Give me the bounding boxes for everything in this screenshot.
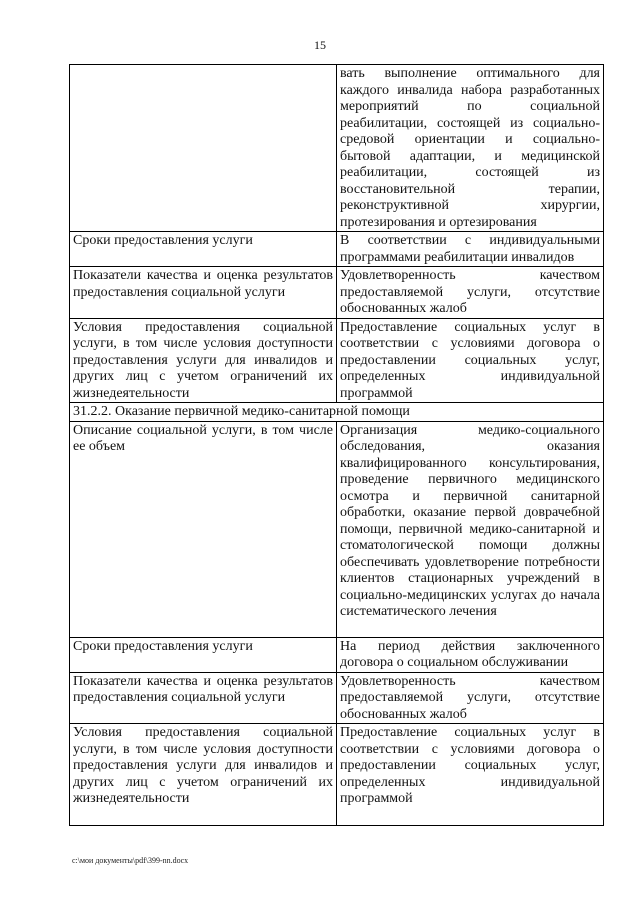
page-number: 15	[314, 38, 326, 52]
table-row	[70, 65, 604, 232]
row-value-cell: Предоставление социальных услуг в соответствии с условиями договора о предоставлении социальных услуг, определенных индивидуальной программой	[337, 318, 604, 403]
row-label-cell: Сроки предоставления услуги	[70, 232, 337, 267]
row-value-cell: Организация медико-социального обследования, оказания квалифицированного консультирования, проведение первичного медицинского осмотра и первичной санитарной обработки, оказание первой доврачебной помощи, первичной медико-санитарной и стоматологической помощи должны обеспечивать удовлетворение потребности клиентов стационарных учреждений в социально-медицинских услугах до начала систематического лечения	[337, 421, 604, 637]
row-value-cell: Предоставление социальных услуг в соответствии с условиями договора о предоставлении социальных услуг, определенных индивидуальной программой	[337, 724, 604, 826]
section-heading: 31.2.2. Оказание первичной медико-санитарной помощи	[70, 403, 604, 422]
table-row	[70, 637, 604, 672]
table-row	[70, 421, 604, 637]
services-table	[69, 64, 604, 826]
table-row	[70, 724, 604, 826]
row-label-cell: Описание социальной услуги, в том числе ее объем	[70, 421, 337, 637]
section-heading-row	[70, 403, 604, 422]
table-row	[70, 232, 604, 267]
row-value-cell: Удовлетворенность качеством предоставляемой услуги, отсутствие обоснованных жалоб	[337, 672, 604, 724]
table-row	[70, 318, 604, 403]
row-value-cell: Удовлетворенность качеством предоставляемой услуги, отсутствие обоснованных жалоб	[337, 267, 604, 319]
row-value-cell: На период действия заключенного договора о социальном обслуживании	[337, 637, 604, 672]
row-value-cell: вать выполнение оптимального для каждого инвалида набора разработанных мероприятий по социальной реабилитации, состоящей из социально-средовой ориентации и социально-бытовой адаптации, и медицинской реабилитации, состоящей из восстановительной терапии, реконструктивной хирургии, протезирования и ортезирования	[337, 65, 604, 232]
row-label-cell: Условия предоставления социальной услуги, в том числе условия доступности предоставления услуги для инвалидов и других лиц с учетом ограничений их жизнедеятельности	[70, 318, 337, 403]
row-value-cell: В соответствии с индивидуальными программами реабилитации инвалидов	[337, 232, 604, 267]
table-row	[70, 267, 604, 319]
row-label-cell: Показатели качества и оценка результатов предоставления социальной услуги	[70, 672, 337, 724]
row-label-cell: Сроки предоставления услуги	[70, 637, 337, 672]
row-label-cell: Показатели качества и оценка результатов предоставления социальной услуги	[70, 267, 337, 319]
table-row	[70, 672, 604, 724]
footer-file-path: c:\мои документы\pdf\399-nn.docx	[72, 856, 189, 865]
row-label-cell	[70, 65, 337, 232]
row-label-cell: Условия предоставления социальной услуги, в том числе условия доступности предоставления услуги для инвалидов и других лиц с учетом ограничений их жизнедеятельности	[70, 724, 337, 826]
